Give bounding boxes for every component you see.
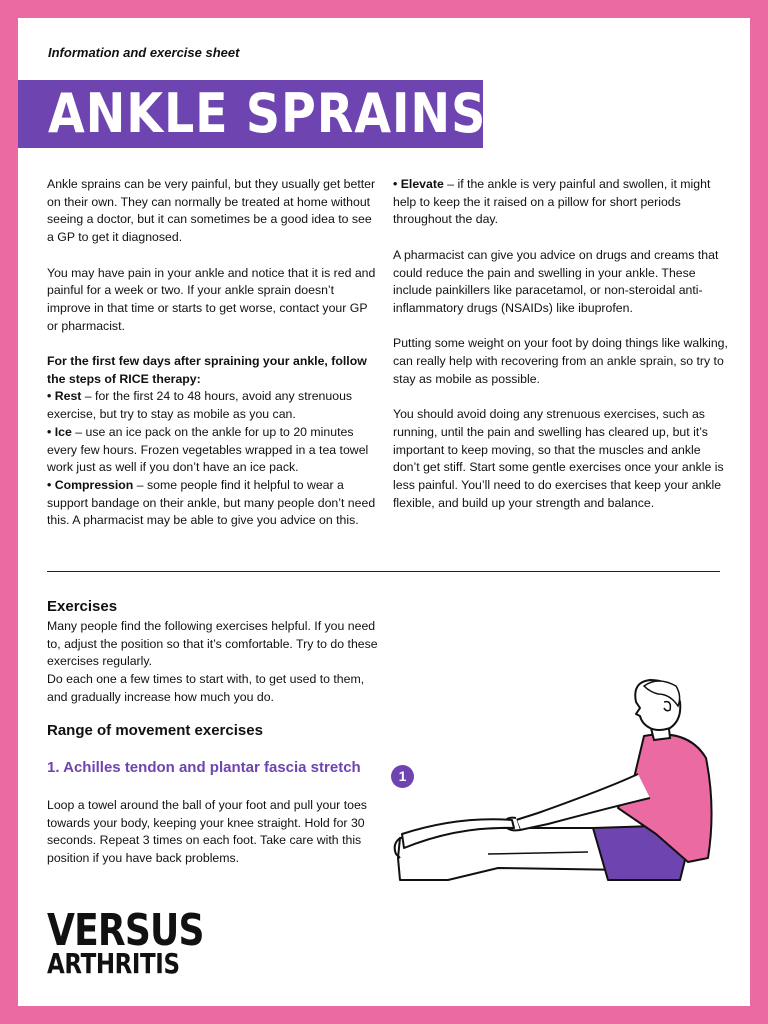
symptoms-paragraph: You may have pain in your ankle and notice that it is red and painful for a week or two. If your ankle sprain doesn’t improve in that time or starts to get worse, contact your GP or pharmacist. <box>47 265 376 333</box>
exercises-heading: Exercises <box>47 598 118 615</box>
rice-intro: For the first few days after spraining your ankle, follow the steps of RICE therapy: <box>47 354 367 386</box>
logo-line-2: ARTHRITIS <box>47 947 180 980</box>
avoid-exercise-paragraph: You should avoid doing any strenuous exercises, such as running, until the pain and swelling has cleared up, but it’s important to keep moving, so that the muscles and ankle don’t get stiff. Start some gentle exercises once your ankle is less painful. You’ll need to do exercises that keep your ankle flexible, and build up your strength and balance. <box>393 407 724 510</box>
right-column <box>393 176 728 530</box>
stretch-description <box>47 797 387 868</box>
left-column <box>47 176 379 530</box>
arm <box>516 774 650 830</box>
compression-label: • Compression <box>47 477 134 492</box>
rest-label: • Rest <box>47 389 82 404</box>
rice-section <box>47 353 379 530</box>
exercises-intro <box>47 618 387 707</box>
elevate-text: – if the ankle is very painful and swollen, it might help to keep the it raised on a pillow for short periods throughout the day. <box>393 177 711 227</box>
compression-text: – some people find it helpful to wear a support bandage on their ankle, but many people don’t need this. A pharmacist may be able to give you advice on this. <box>47 477 376 528</box>
elevate-label: • Elevate <box>393 177 444 191</box>
exercises-intro-1: Many people find the following exercises helpful. If you need to, adjust the position so that it’s comfortable. Try to do these exercises regularly. <box>47 619 378 669</box>
rice-item-elevate <box>393 176 728 229</box>
ice-label: • Ice <box>47 424 72 439</box>
stretch-title: 1. Achilles tendon and plantar fascia stretch <box>47 759 361 776</box>
step-number-badge: 1 <box>391 765 414 788</box>
rice-item-rest <box>47 388 379 423</box>
intro-paragraph: Ankle sprains can be very painful, but they usually get better on their own. They can normally be treated at home without seeing a doctor, but it can sometimes be a good idea to see a GP to get it diagnosed. <box>47 177 376 245</box>
exercises-intro-2: Do each one a few times to start with, to get used to them, and gradually increase how much you do. <box>47 672 365 704</box>
document-subtitle: Information and exercise sheet <box>48 45 240 60</box>
logo-line-1: VERSUS <box>47 905 204 956</box>
ice-text: – use an ice pack on the ankle for up to 20 minutes every few hours. Frozen vegetables wrapped in a tea towel work just as well if you don’t have an ice pack. <box>47 424 369 475</box>
stretch-description-text: Loop a towel around the ball of your foot and pull your toes towards your body, keeping your knee straight. Hold for 30 seconds. Repeat 3 times on each foot. Take care with this position if you have back problems. <box>47 798 367 866</box>
range-of-movement-heading: Range of movement exercises <box>47 722 263 739</box>
page-title: ANKLE SPRAINS <box>48 82 487 145</box>
document-page <box>18 18 750 1006</box>
rest-text: – for the first 24 to 48 hours, avoid any strenuous exercise, but try to stay as mobile as you can. <box>47 389 353 422</box>
versus-arthritis-logo <box>47 905 204 980</box>
section-divider <box>47 571 720 572</box>
rice-item-compression <box>47 477 379 530</box>
towel-stretch-illustration <box>388 658 728 888</box>
rice-item-ice <box>47 424 379 477</box>
weight-paragraph: Putting some weight on your foot by doing things like walking, can really help with recovering from an ankle sprain, so try to stay as mobile as possible. <box>393 336 728 386</box>
pharmacist-paragraph: A pharmacist can give you advice on drugs and creams that could reduce the pain and swelling in your ankle. These include painkillers like paracetamol, or non-steroidal anti-inflammatory drugs (NSAIDs) like ibuprofen. <box>393 247 719 315</box>
